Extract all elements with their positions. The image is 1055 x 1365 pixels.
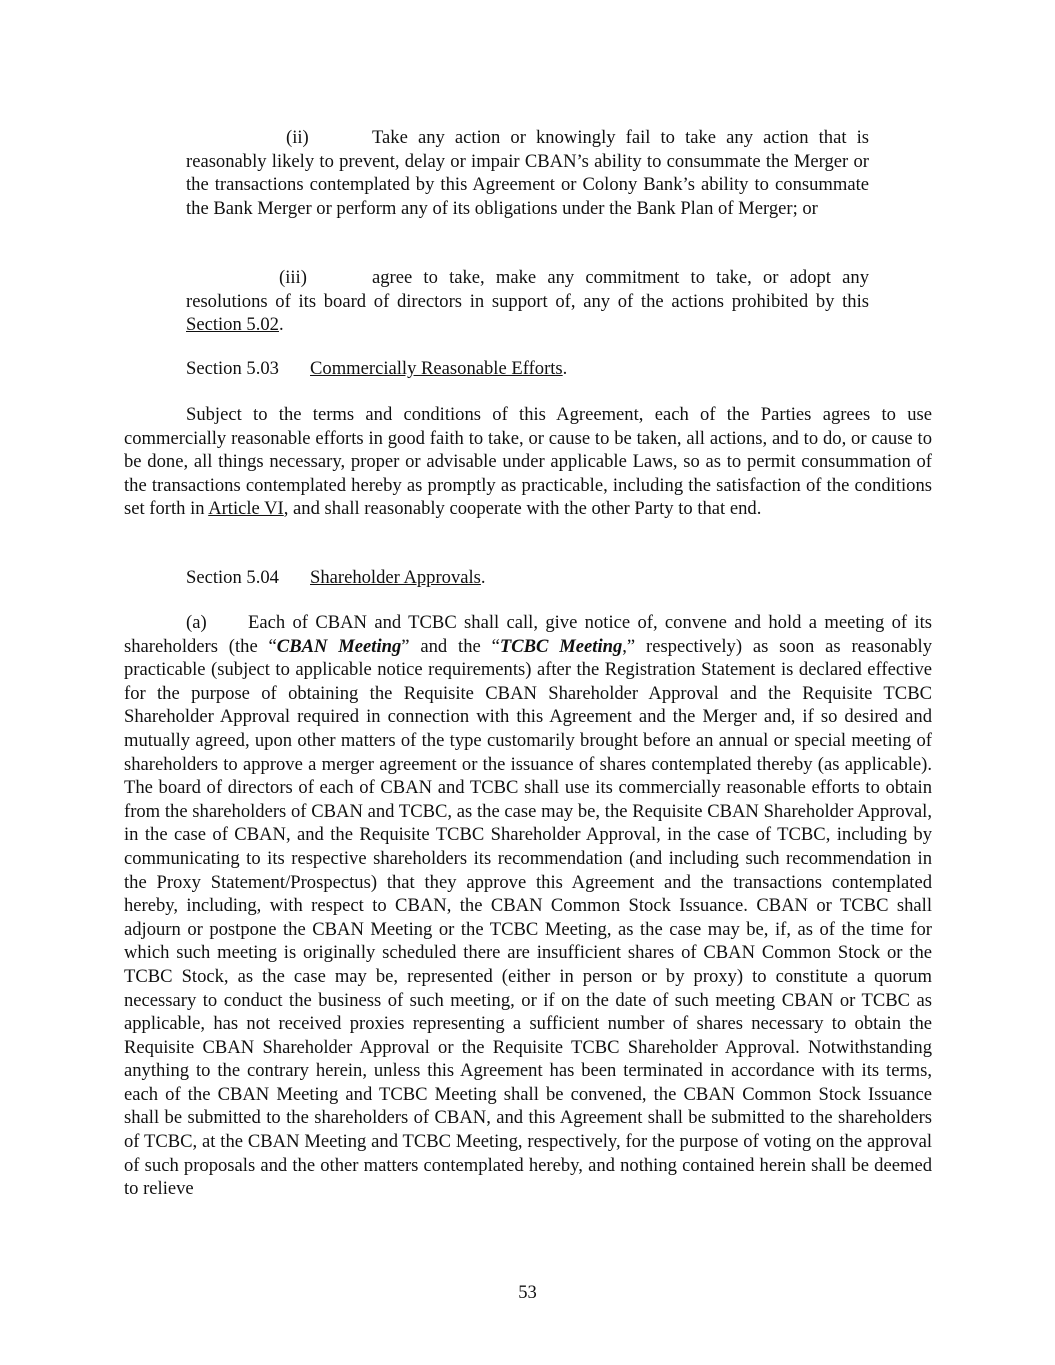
- section-503-text: Subject to the terms and conditions of this Agreement, each of the Parties agrees to use commercially reasonable efforts in good faith to take, or cause to be taken, all actions, and to do, or cause to be done, all things necessary, proper or advisable under applicable Laws, so as to permit consummation of the transactions contemplated hereby as promptly as practicable, including the satisfaction of the conditions set forth in: [124, 404, 932, 520]
- section-503-body: [124, 403, 932, 521]
- clause-ii-text: reasonably likely to prevent, delay or impair CBAN’s ability to consummate the Merger or the transactions contemplated by this Agreement or Colony Bank’s ability to consummate the Bank Merger or perform any of its obligations under the Bank Plan of Merger; or: [186, 150, 869, 219]
- paragraph-a-label: (a): [186, 612, 207, 633]
- clause-ii-first-line: Take any action or knowingly fail to take any action that is: [372, 127, 869, 148]
- page-number: 53: [518, 1282, 537, 1303]
- section-504-heading: [186, 566, 486, 590]
- section-504-number: Section 5.04: [186, 567, 279, 588]
- article-vi-reference: Article VI: [208, 498, 284, 520]
- section-503-heading: [186, 357, 567, 381]
- clause-iii-first-line: agree to take, make any commitment to take, or adopt any: [372, 267, 869, 288]
- paragraph-a-part-1: Each of CBAN and TCBC shall call, give notice of, convene and hold a meeting of its shareholders (the “: [124, 612, 932, 657]
- defined-term-tcbc-meeting: TCBC Meeting: [499, 635, 623, 657]
- clause-iii-text: resolutions of its board of directors in support of, any of the actions prohibited by this: [186, 290, 869, 312]
- section-503-text-end: , and shall reasonably cooperate with the other Party to that end.: [283, 498, 762, 520]
- section-503-number: Section 5.03: [186, 358, 279, 379]
- section-503-title-period: .: [562, 358, 568, 379]
- section-504-title-period: .: [480, 567, 486, 588]
- section-504-title: Shareholder Approvals: [310, 567, 481, 588]
- clause-iii: [186, 266, 869, 337]
- paragraph-a-part-2: ” and the “: [401, 635, 500, 657]
- clause-ii-number: (ii): [286, 127, 309, 148]
- clause-ii-paragraph: [186, 126, 869, 220]
- section-503-title: Commercially Reasonable Efforts: [310, 358, 563, 379]
- clause-ii: [186, 126, 869, 220]
- section-503-paragraph: [124, 403, 932, 521]
- clause-iii-number: (iii): [279, 267, 307, 288]
- paragraph-a-part-3: ,” respectively) as soon as reasonably practicable (subject to applicable notice requirements) after the Registration Statement is declared effective for the purpose of obtaining the Requisite CBAN Shareholder Approval and the Requisite TCBC Shareholder Approval required in connection with this Agreement and the Merger and, if so desired and mutually agreed, upon other matters of the type customarily brought before an annual or special meeting of shareholders to approve a merger agreement or the issuance of shares contemplated thereby (as applicable). The board of directors of each of CBAN and TCBC shall use its commercially reasonable efforts to obtain from the shareholders of CBAN and TCBC, as the case may be, the Requisite CBAN Shareholder Approval, in the case of CBAN, and the Requisite TCBC Shareholder Approval, in the case of TCBC, including by communicating to its respective shareholders its recommendation (and including such recommendation in the Proxy Statement/Prospectus) that they approve this Agreement and the transactions contemplated hereby, including, with respect to CBAN, the CBAN Common Stock Issuance. CBAN or TCBC shall adjourn or postpone the CBAN Meeting or the TCBC Meeting, as the case may be, if, as of the time for which such meeting is originally scheduled there are insufficient shares of CBAN Common Stock or the TCBC Stock, as the case may be, represented (either in person or by proxy) to constitute a quorum necessary to conduct the business of such meeting, or if on the date of such meeting CBAN or TCBC as applicable, has not received proxies representing a sufficient number of shares necessary to obtain the Requisite CBAN Shareholder Approval or the Requisite TCBC Shareholder Approval. Notwithstanding anything to the contrary herein, unless this Agreement has been terminated in accordance with its terms, each of the CBAN Meeting and TCBC Meeting shall be convened, the CBAN Common Stock Issuance shall be submitted to the shareholders of CBAN, and this Agreement shall be submitted to the shareholders of TCBC, at the CBAN Meeting and TCBC Meeting, respectively, for the purpose of voting on the approval of such proposals and the other matters contemplated hereby, and nothing contained herein shall be deemed to relieve: [124, 635, 932, 1200]
- section-502-reference: Section 5.02: [186, 314, 279, 336]
- defined-term-cban-meeting: CBAN Meeting: [276, 635, 402, 657]
- clause-iii-paragraph: [186, 266, 869, 337]
- paragraph-a-text: [124, 611, 932, 1201]
- clause-iii-end: .: [278, 314, 284, 336]
- paragraph-a: [124, 611, 932, 1201]
